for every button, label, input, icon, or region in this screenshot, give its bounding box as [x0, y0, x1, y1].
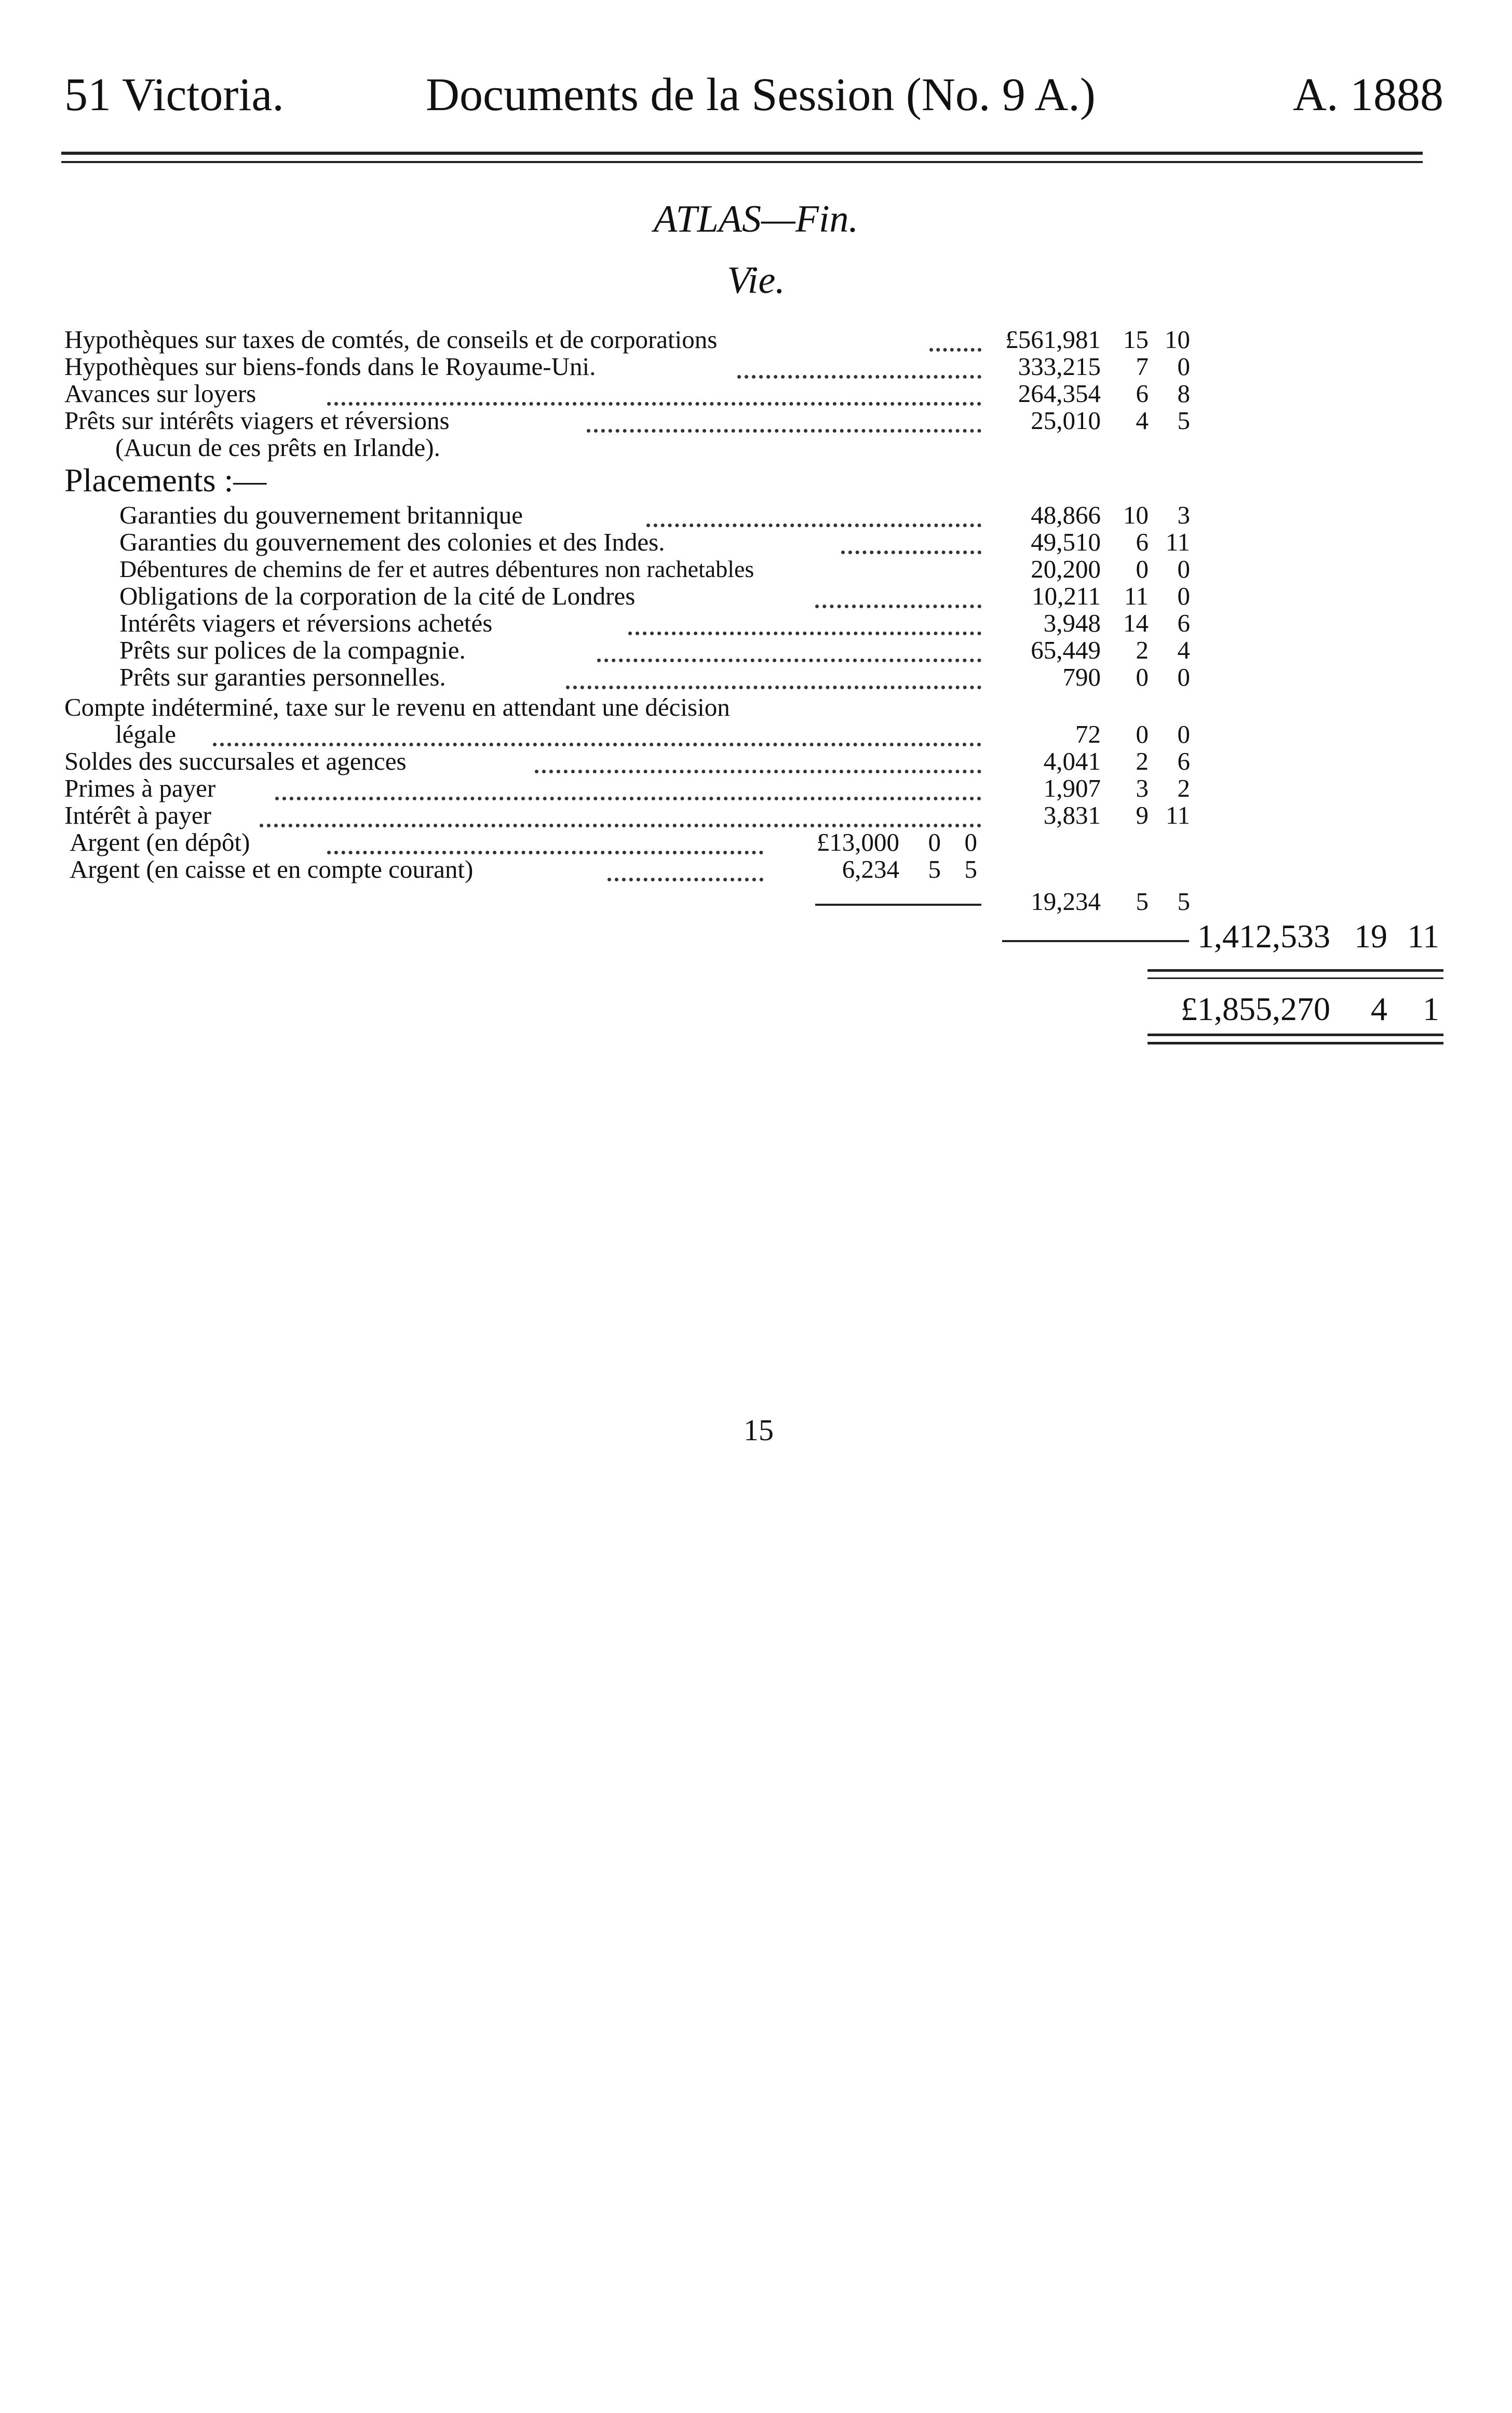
row-label-7: Garanties du gouvernement des colonies et des Indes. — [119, 528, 665, 556]
dot-leader — [597, 659, 981, 662]
amount-shillings-15: 2 — [1136, 747, 1149, 775]
section-heading-placements: Placements :— — [64, 462, 267, 499]
dot-leader — [327, 402, 981, 406]
amount-shillings-10: 14 — [1123, 609, 1149, 637]
dot-leader — [815, 605, 981, 608]
argent-total-pounds: 19,234 — [1031, 887, 1101, 916]
rule-above-grand-total-2 — [1148, 977, 1443, 979]
sum-rule-argent — [815, 904, 981, 906]
row-label-19: Argent (en caisse et en compte courant) — [70, 855, 474, 883]
amount-shillings-0: 15 — [1123, 325, 1149, 354]
header-rule-bottom — [61, 161, 1423, 163]
amount-pence-16: 2 — [1177, 774, 1190, 802]
amount-pounds-1: 333,215 — [1018, 352, 1101, 381]
amount-pounds-12: 790 — [1062, 663, 1101, 691]
subtotal-pence: 11 — [1407, 918, 1439, 955]
header-document-title: Documents de la Session (No. 9 A.) — [426, 69, 1096, 120]
amount-pounds-8: 20,200 — [1031, 555, 1101, 583]
amount-pounds-7: 49,510 — [1031, 528, 1101, 556]
double-rule-grand-total-1 — [1148, 1034, 1443, 1036]
dot-leader — [646, 524, 981, 527]
dot-leader — [737, 375, 981, 379]
amount-shillings-8: 0 — [1136, 555, 1149, 583]
dot-leader — [327, 851, 763, 854]
row-label-16: Primes à payer — [64, 774, 216, 802]
row-label-4: (Aucun de ces prêts en Irlande). — [115, 433, 440, 462]
row-label-14: légale — [115, 720, 176, 748]
amount-pence-7: 11 — [1165, 528, 1190, 556]
row-label-3: Prêts sur intérêts viagers et réversions — [64, 406, 450, 435]
argent-total-shillings: 5 — [1136, 887, 1149, 916]
amount-pence-6: 3 — [1177, 501, 1190, 529]
amount-shillings-19: 5 — [928, 855, 941, 883]
row-label-10: Intérêts viagers et réversions achetés — [119, 609, 493, 637]
amount-pence-0: 10 — [1165, 325, 1190, 354]
dot-leader — [841, 551, 981, 554]
dot-leader — [566, 686, 981, 689]
row-label-18: Argent (en dépôt) — [70, 828, 250, 856]
dot-leader — [587, 429, 981, 433]
amount-shillings-11: 2 — [1136, 636, 1149, 664]
amount-shillings-7: 6 — [1136, 528, 1149, 556]
dot-leader — [608, 878, 763, 881]
row-label-2: Avances sur loyers — [64, 379, 256, 408]
amount-pounds-10: 3,948 — [1043, 609, 1101, 637]
amount-pence-1: 0 — [1177, 352, 1190, 381]
subtotal-shillings: 19 — [1354, 918, 1387, 955]
amount-shillings-16: 3 — [1136, 774, 1149, 802]
amount-pounds-3: 25,010 — [1031, 406, 1101, 435]
amount-shillings-18: 0 — [928, 828, 941, 856]
amount-pence-11: 4 — [1177, 636, 1190, 664]
grand-total-pence: 1 — [1423, 990, 1439, 1027]
amount-pence-8: 0 — [1177, 555, 1190, 583]
row-label-1: Hypothèques sur biens-fonds dans le Royaume-Uni. — [64, 352, 596, 381]
amount-shillings-6: 10 — [1123, 501, 1149, 529]
page-title: ATLAS—Fin. — [653, 198, 859, 240]
header-year: A. 1888 — [1293, 69, 1443, 120]
grand-total-pounds: £1,855,270 — [1181, 990, 1330, 1027]
row-label-15: Soldes des succursales et agences — [64, 747, 407, 775]
amount-pence-10: 6 — [1177, 609, 1190, 637]
row-label-8: Débentures de chemins de fer et autres débentures non rachetables — [119, 556, 754, 582]
amount-pence-3: 5 — [1177, 406, 1190, 435]
amount-shillings-17: 9 — [1136, 801, 1149, 829]
dot-leader — [260, 824, 981, 827]
dot-leader — [929, 348, 981, 352]
dot-leader — [628, 632, 981, 635]
amount-shillings-1: 7 — [1136, 352, 1149, 381]
dot-leader — [213, 743, 981, 746]
amount-pounds-11: 65,449 — [1031, 636, 1101, 664]
row-label-13: Compte indéterminé, taxe sur le revenu en attendant une décision — [64, 693, 730, 721]
row-label-0: Hypothèques sur taxes de comtés, de conseils et de corporations — [64, 325, 718, 354]
amount-pence-18: 0 — [964, 828, 977, 856]
row-label-12: Prêts sur garanties personnelles. — [119, 663, 446, 691]
page-number: 15 — [744, 1413, 774, 1447]
amount-shillings-14: 0 — [1136, 720, 1149, 748]
amount-pounds-18: £13,000 — [816, 828, 899, 856]
amount-pounds-14: 72 — [1075, 720, 1101, 748]
amount-pounds-15: 4,041 — [1043, 747, 1101, 775]
amount-pence-19: 5 — [964, 855, 977, 883]
amount-pence-15: 6 — [1177, 747, 1190, 775]
amount-pounds-16: 1,907 — [1043, 774, 1101, 802]
header-rule-top — [61, 152, 1423, 155]
amount-pence-14: 0 — [1177, 720, 1190, 748]
amount-pounds-9: 10,211 — [1032, 582, 1101, 610]
subtotal-pounds: 1,412,533 — [1197, 918, 1330, 955]
grand-total-shillings: 4 — [1371, 990, 1387, 1027]
amount-shillings-9: 11 — [1124, 582, 1149, 610]
section-subtitle: Vie. — [727, 259, 785, 302]
amount-shillings-2: 6 — [1136, 379, 1149, 408]
amount-pounds-17: 3,831 — [1043, 801, 1101, 829]
amount-pounds-19: 6,234 — [842, 855, 899, 883]
amount-pounds-2: 264,354 — [1018, 379, 1101, 408]
rule-above-grand-total — [1148, 969, 1443, 972]
row-label-6: Garanties du gouvernement britannique — [119, 501, 523, 529]
header-session-left: 51 Victoria. — [64, 69, 284, 120]
amount-shillings-3: 4 — [1136, 406, 1149, 435]
row-label-11: Prêts sur polices de la compagnie. — [119, 636, 466, 664]
amount-pence-12: 0 — [1177, 663, 1190, 691]
dot-leader — [535, 770, 981, 773]
amount-pence-9: 0 — [1177, 582, 1190, 610]
amount-shillings-12: 0 — [1136, 663, 1149, 691]
argent-total-pence: 5 — [1177, 887, 1190, 916]
sum-rule-subtotal — [1002, 940, 1189, 942]
double-rule-grand-total-2 — [1148, 1042, 1443, 1044]
amount-pence-17: 11 — [1165, 801, 1190, 829]
amount-pounds-0: £561,981 — [1005, 325, 1101, 354]
amount-pounds-6: 48,866 — [1031, 501, 1101, 529]
amount-pence-2: 8 — [1177, 379, 1190, 408]
row-label-17: Intérêt à payer — [64, 801, 211, 829]
row-label-9: Obligations de la corporation de la cité de Londres — [119, 582, 636, 610]
dot-leader — [275, 797, 981, 800]
